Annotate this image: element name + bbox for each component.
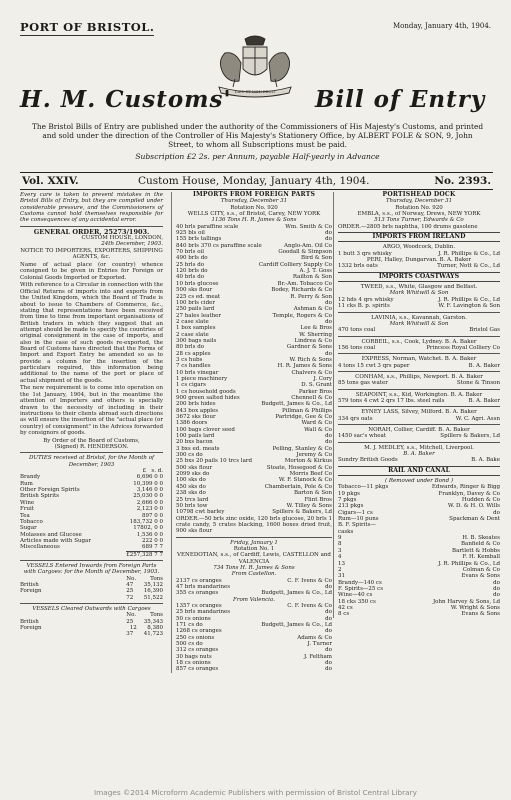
cargo-line: 25 brls mandarines do — [176, 609, 332, 616]
medley-line: Sundry British Goods B. A. Bake — [338, 457, 500, 464]
foreign-imports-day-2: Friday, January 1 — [230, 539, 278, 546]
cargo-line: 840 brls 370 cs paraffine scale Anglo-Am. Oil Co — [176, 242, 332, 249]
ship-lavinia: LAVINIA, s.s., Kavannah, Garston. — [371, 314, 467, 321]
ship-embla: EMBLA, s.s., of Norway, Drews, NEW YORK — [357, 211, 481, 218]
general-order-para-1: Name of actual place (or country) whence consigned to be given in Entries for Foreign or Colonial Goods Imported or Exported. — [20, 261, 163, 281]
ireland-title: IMPORTS FROM IRELAND — [338, 232, 500, 242]
tweed-line-1: 12 hds 4 qrs whisky J. R. Phillips & Co., Ld — [338, 296, 500, 303]
title-right: Bill of Entry — [315, 86, 486, 113]
cargo-line: 3 cs hubs W. Rich & Sons — [176, 356, 332, 363]
cargo-line: 50 cs onions do — [176, 615, 332, 622]
ship-tweed: TWEED, s.s., White, Glasgow and Belfast. — [360, 284, 478, 291]
cargo-line: 4 F. H. Kemball — [338, 554, 500, 561]
cargo-line: 500 sks flour Bodey, Richards & Co — [176, 287, 332, 294]
cargo-line: 1 cs cigars D. S. Grant — [176, 382, 332, 389]
cargo-line: 1 box samples Lee & Bros — [176, 325, 332, 332]
cargo-line: 1 piece machinery J. Cory — [176, 375, 332, 382]
cargo-line: Tobacco—11 pkgs Edwards, Ringer & Bigg — [338, 484, 500, 491]
medley-agent: B. A. Baker — [403, 451, 435, 457]
copyright-footer: Images ©2014 Microform Academic Publishers with permission of Bristol Central Library — [94, 788, 417, 797]
subscription-line: Subscription £2 2s. per Annum, payable Half-yearly in Advance — [135, 152, 380, 161]
cargo-line: 171 cs do Budgett, James & Co., Ld — [176, 622, 332, 629]
masthead-bar — [20, 172, 493, 190]
ship-embla-order: ORDER.—2805 brls naphtha, 100 drums gasolene — [338, 223, 478, 230]
cargo-line: 355 cs oranges Budgett, James & Co., Ld — [176, 590, 332, 597]
valencia-cargo-list — [176, 603, 332, 673]
cargo-line: 18 cs onions do — [176, 660, 332, 667]
rail-canal-list — [338, 484, 500, 617]
cargo-line: 2 Colman & Co — [338, 566, 500, 573]
cargo-line: 27 bales leather Temple, Rogers & Co — [176, 312, 332, 319]
vessel-row: British 47 35,132 — [20, 581, 163, 588]
duty-row: Rum 10,399 0 0 — [20, 480, 163, 487]
cargo-line: 25 trcs lard Flint Bros — [176, 496, 332, 503]
duty-row: Molasses and Glucose 1,536 0 0 — [20, 531, 163, 538]
duty-row: Other Foreign Spirits 3,146 0 0 — [20, 487, 163, 494]
svg-text:DIEU ET MON DROIT: DIEU ET MON DROIT — [234, 90, 276, 94]
duty-row: Tobacco 183,732 0 0 — [20, 518, 163, 525]
conham-line: 85 tons gas water Stone & Tinson — [338, 380, 500, 387]
cargo-line: 1 cs household goods Parker Bros — [176, 388, 332, 395]
peri-line: 1332 brls oats Turner, Nott & Co., Ld — [338, 263, 500, 270]
general-order-notice: NOTICE TO IMPORTERS, EXPORTERS, SHIPPING AGENTS, &c. — [20, 247, 163, 261]
corbeil-line: 156 tons coal Princess Royal Colliery Co — [338, 344, 500, 351]
ship-medley: M. J. MEDLEY, s.s., Mitchell, Liverpool. — [364, 444, 474, 451]
general-order-date: 24th December, 1903. — [101, 241, 163, 248]
ship-seapoint: SEAPOINT, s.s., Kid, Workington. B. A. Baker — [355, 391, 483, 398]
cargo-line: 2137 cs oranges C. F. Ivens & Co — [176, 577, 332, 584]
port-title: PORT OF BRISTOL. — [20, 20, 155, 34]
coastways-title: IMPORTS COASTWAYS — [338, 272, 500, 282]
cargo-line: 8 cs Evans & Sons — [338, 611, 500, 618]
duties-total: £257,328 7 7 — [126, 551, 163, 558]
tweed-agent: Mark Whitwill & Son — [389, 290, 449, 297]
cargo-line: 31 Evans & Sons — [338, 573, 500, 580]
ship-argo: ARGO, Woodcock, Dublin. — [382, 244, 456, 251]
cargo-line: 40 brls paraffine scale Wm. Smith & Co — [176, 223, 332, 230]
vessel-row: Foreign 25 16,390 — [20, 588, 163, 595]
cargo-line: 2 case slate do — [176, 318, 332, 325]
inward-title: VESSELS Entered Inwards from Foreign Parts with Cargoes: for the Month of December, 1903. — [23, 562, 160, 576]
portishead-rotation: Rotation No. 920 — [395, 204, 443, 211]
date-line: Monday, January 4th, 1904. — [393, 22, 491, 30]
cargo-line: Wine—40 cs do — [338, 592, 500, 599]
foreign-imports-title: IMPORTS FROM FOREIGN PARTS — [192, 191, 316, 198]
cargo-line: 13 J. R. Phillips & Co., Ld — [338, 560, 500, 567]
duty-row: Fruit 2,123 0 0 — [20, 506, 163, 513]
general-order-from: CUSTOM HOUSE, LONDON, — [81, 235, 163, 242]
cargo-line: 1268 cs oranges do — [176, 628, 332, 635]
ship-norah: NORAH, Collier, Cardiff. B. A. Baker — [368, 426, 470, 433]
duties-title: DUTIES received at Bristol, for the Month of December, 1903 — [28, 455, 155, 468]
cargo-line: 100 bags clover seed Wall & Co — [176, 426, 332, 433]
cargo-line: 70 brls oil Goodall & Simpson — [176, 249, 332, 256]
custom-house-line: Custom House, Monday, January 4th, 1904. — [138, 175, 370, 187]
cargo-line: Cigars—1 cs do — [338, 509, 500, 516]
cargo-line: 19 pkgs Franklyn, Davey & Co — [338, 490, 500, 497]
column-right — [333, 192, 500, 618]
express-line: 4 tons 15 cwt 3 qrs paper B. A. Baker — [338, 362, 500, 369]
cargo-line: 2 case slate W. Sherring — [176, 331, 332, 338]
foreign-imports-day: Thursday, December 31 — [220, 198, 288, 205]
duty-row: British Spirits 25,030 0 0 — [20, 493, 163, 500]
cargo-line: 250 cs onions Adams & Co — [176, 634, 332, 641]
tweed-line-2: 11 cks B. p. spirits W. F. Lavington & Son — [338, 303, 500, 310]
cargo-line: 80 brls do Gardner & Sons — [176, 344, 332, 351]
eyney-line: 334 qrs oats W. C. Agri. Assn — [338, 415, 500, 422]
outward-header: No. Tons — [126, 612, 163, 619]
duty-row: Brandy 6,696 0 0 — [20, 474, 163, 481]
duties-header: £ s. d. — [142, 468, 163, 475]
cargo-line: 300 cs do Jeremy & Co — [176, 452, 332, 459]
cargo-line: Rum—10 puns Spackman & Dent — [338, 516, 500, 523]
ship-venedotian-tons: 734 Tons H. R. James & Sons — [213, 564, 295, 571]
cargo-line: 490 brls do Bird & Son — [176, 255, 332, 262]
cargo-line: 213 pkgs W. D. & H. O. Wills — [338, 503, 500, 510]
general-order-title: GENERAL ORDER, 25273/1903. — [33, 227, 150, 236]
cargo-line: 7 pkgs Hudden & Co — [338, 497, 500, 504]
cargo-line: 843 box apples Pillman & Phillips — [176, 407, 332, 414]
cargo-line: 900 green salted hides Chennell & Co — [176, 395, 332, 401]
cargo-line: 100 pails lard do — [176, 433, 332, 440]
cargo-line: Brandy—140 cs do — [338, 579, 500, 586]
ship-peri: PERI, Halley, Dungarvan. B. A. Baker — [366, 257, 472, 264]
cargo-line: 8 Banfield & Co — [338, 541, 500, 548]
cargo-line: 20 bxs bacon do — [176, 439, 332, 446]
wells-city-cargo-list — [176, 224, 332, 516]
lavinia-agent: Mark Whitwill & Son — [389, 320, 449, 327]
general-order-by: By Order of the Board of Customs, — [43, 437, 140, 444]
column-middle — [171, 192, 332, 673]
cargo-line: 30 bags nuts J. Feltham — [176, 653, 332, 660]
cargo-line: 155 brls tallings do — [176, 236, 332, 243]
inward-list — [20, 582, 163, 595]
foreign-imports-rotation-2: Rotation No. 1 — [233, 545, 275, 552]
inward-header: No. Tons — [126, 575, 163, 582]
cargo-line: B. F. Spirits— — [338, 522, 376, 529]
duty-row: Sugar 17802, 0 0 — [20, 525, 163, 532]
cargo-line: 500 cs do J. Turner — [176, 641, 332, 648]
cargo-line: F. Spirits—25 cs do — [338, 585, 500, 592]
ship-eyney-lass: EYNEY LASS, Silvey, Milford. B. A. Baker — [361, 409, 477, 416]
ship-conham: CONHAM, s.s., Phillips, Newport. B. A. Baker — [355, 373, 483, 380]
cargo-line: 18 cks 350 cs John Harvey & Sons, Ld — [338, 598, 500, 605]
ship-venedotian: VENEDOTIAN, s.s., of Cardiff, Lewis, CASTELLON and VALENCIA — [177, 552, 331, 565]
ship-embla-tons: 513 Tons Turner, Edwards & Co — [374, 217, 464, 224]
foreign-imports-rotation: Rotation No. 920 — [230, 204, 278, 211]
cargo-line: casks — [338, 528, 354, 535]
portishead-title: PORTISHEAD DOCK — [382, 191, 456, 198]
issue-number: No. 2393. — [434, 175, 491, 187]
outward-total: 37 41,723 — [126, 631, 163, 638]
cargo-line: 500 sks flour Stoate, Hosegood & Co — [176, 464, 332, 471]
cargo-line: 47 brls mandarines do — [176, 583, 332, 590]
cargo-line: 40 brls do Railton & Son — [176, 274, 332, 281]
cargo-line: 2099 sks do Morris Beef Co — [176, 471, 332, 478]
cargo-line: 225 cs ed. meat R. Perry & Son — [176, 293, 332, 300]
cargo-line: 1386 doors Ward & Co — [176, 420, 332, 427]
title-left: H. M. Customs' — [20, 86, 232, 113]
cargo-line: 9 H. B. Skeates — [338, 535, 500, 542]
wells-city-orders: ORDER.—50 brls zinc oxide, 120 brls glucose, 20 brls 1 crate candy, 5 crates blacking, 1600 boxes dried fruit, 900 sks flour — [176, 515, 332, 535]
duty-row: Articles made with Sugar 222 0 0 — [20, 537, 163, 544]
portishead-day: Thursday, December 31 — [385, 198, 453, 205]
argo-line: 1 butt 3 qrs whisky J. R. Phillips & Co., Ld — [338, 250, 500, 257]
cargo-line: 120 brls do A. J. T. Goss — [176, 268, 332, 275]
from-valencia: From Valencia. — [233, 596, 275, 603]
cargo-line: 10 brls vinegar Chalvers & Co — [176, 369, 332, 376]
duties-list — [20, 474, 163, 550]
duty-row: Wine 2,666 0 0 — [20, 499, 163, 506]
cargo-line: 3672 sks flour Partridge, Gee & Co — [176, 414, 332, 421]
cargo-line: 25 bxs 20 pails 10 trcs lard Morton & Kirkus — [176, 458, 332, 465]
cargo-line: 7 cs handles H. R. James & Sons — [176, 363, 332, 370]
cargo-line: 28 cs apples do — [176, 350, 332, 357]
from-castellon: From Castellon. — [231, 571, 277, 578]
outward-list — [20, 619, 163, 632]
ship-wells-city-tons: 1136 Tons H. R. James & Sons — [211, 217, 297, 224]
cargo-line: 3 bxs ed. meats Pelling, Stanley & Co — [176, 445, 332, 452]
inward-total: 72 51,522 — [126, 594, 163, 601]
cargo-line: 925 bls oil do — [176, 230, 332, 237]
vessel-row: Foreign 12 8,380 — [20, 625, 163, 631]
lavinia-line: 470 tons coal Bristol Gas — [338, 327, 500, 334]
vessel-row: British 25 35,343 — [20, 618, 163, 625]
cargo-line: 250 pails lard Ashman & Co — [176, 306, 332, 313]
cargo-line: 25 brls do Cardiff Colliery Supply Co — [176, 261, 332, 268]
cargo-line: 100 sks do W. F. Stanock & Co — [176, 477, 332, 484]
duty-row: Tea 897 0 0 — [20, 512, 163, 519]
cargo-line: 50 brls tow W. Tilley & Sons — [176, 502, 332, 509]
seapoint-line: 579 tons 4 cwt 2 qrs 17 lbs. steel rails B. A. Baker — [338, 397, 500, 404]
cargo-line: 10 brls glucose Br.-Am. Tobacco Co — [176, 280, 332, 287]
cargo-line: 42 cs W. Wright & Sons — [338, 604, 500, 611]
column-left — [20, 192, 163, 638]
rail-canal-subtitle: ( Removed under Bond ) — [385, 478, 453, 485]
duty-row: Miscellaneous 689 7 7 — [20, 544, 163, 551]
ship-corbeil: CORBEIL, s.s., Cook, Lydney. B. A. Baker — [361, 338, 477, 345]
general-order-signed: (Signed) R. HENDERSON. — [54, 444, 129, 451]
cargo-line: 450 sks do Chamberlain, Pole & Co — [176, 483, 332, 490]
general-order-para-2: With reference to a Circular in connection with the Official Returns of imports into and exports from the United Kingdom, which the Board of Trade is about to issue to Chambers of Commerce, &c., stating that representations have been received from time to time from important organisations of British traders in which they suggest that an attempt should be made to specify the countries of original consignment in the case of imports, and also in the case of such goods re-exported, the Board of Customs have directed that the Forms of Import and Export Entry be amended so as to provide a column for the insertion of the particulars required, this information being additional to the name of the port or place of actual shipment of the goods. — [20, 282, 163, 384]
general-order-para-3: The new requirement is to come into operation on the 1st January, 1904, but in the meantime the attention of Importers and others is specially drawn to the necessity of including in their instructions to their clients abroad such directions as will ensure the insertion of the "actual place (or country) of consignment" in the Advices forwarded by consignors of goods. — [20, 385, 163, 436]
intro-text: The Bristol Bills of Entry are published under the authority of the Commissioners of His Majesty's Customs, and printed and sold under the direction of the Controller of His Majesty's Stationery Office, by ALBERT FOLE & SON, 9, John Street, to whom all Subscriptions must be paid. — [31, 122, 484, 150]
cargo-line: 200 brls hides Budgett, James & Co., Ld — [176, 401, 332, 408]
ship-express: EXPRESS, Norman, Watchet. B. A. Baker — [361, 356, 477, 363]
cargo-line: 312 cs oranges do — [176, 647, 332, 654]
ship-wells-city: WELLS CITY, s.s., of Bristol, Carey, NEW YORK — [187, 211, 321, 218]
norah-line: 1450 sac's wheat Spillers & Bakers, Ld — [338, 433, 500, 440]
cargo-line: 857 cs oranges do — [176, 666, 332, 673]
rail-canal-title: RAIL AND CANAL — [338, 466, 500, 476]
outward-title: VESSELS Cleared Outwards with Cargoes — [32, 605, 151, 612]
cargo-line: 238 sks do Barton & Son — [176, 490, 332, 497]
accuracy-notice: Every care is taken to prevent mistakes in the Bristol Bills of Entry, but they are compiled under considerable pressure, and the Commissioners of Customs cannot hold themselves responsible for the consequences of any accidental error. — [20, 192, 163, 224]
cargo-line: 10798 cwt barley Spillers & Bakers, Ld — [176, 509, 332, 516]
cargo-line: 1357 cs oranges C. F. Ivens & Co — [176, 603, 332, 609]
cargo-line: 100 brls cider do — [176, 299, 332, 306]
castellon-cargo-list — [176, 578, 332, 597]
cargo-line: 300 bags nails Lindrea & Co — [176, 337, 332, 344]
cargo-line: 3 Bartlett & Hobbs — [338, 547, 500, 554]
volume: Vol. XXIV. — [22, 175, 79, 187]
